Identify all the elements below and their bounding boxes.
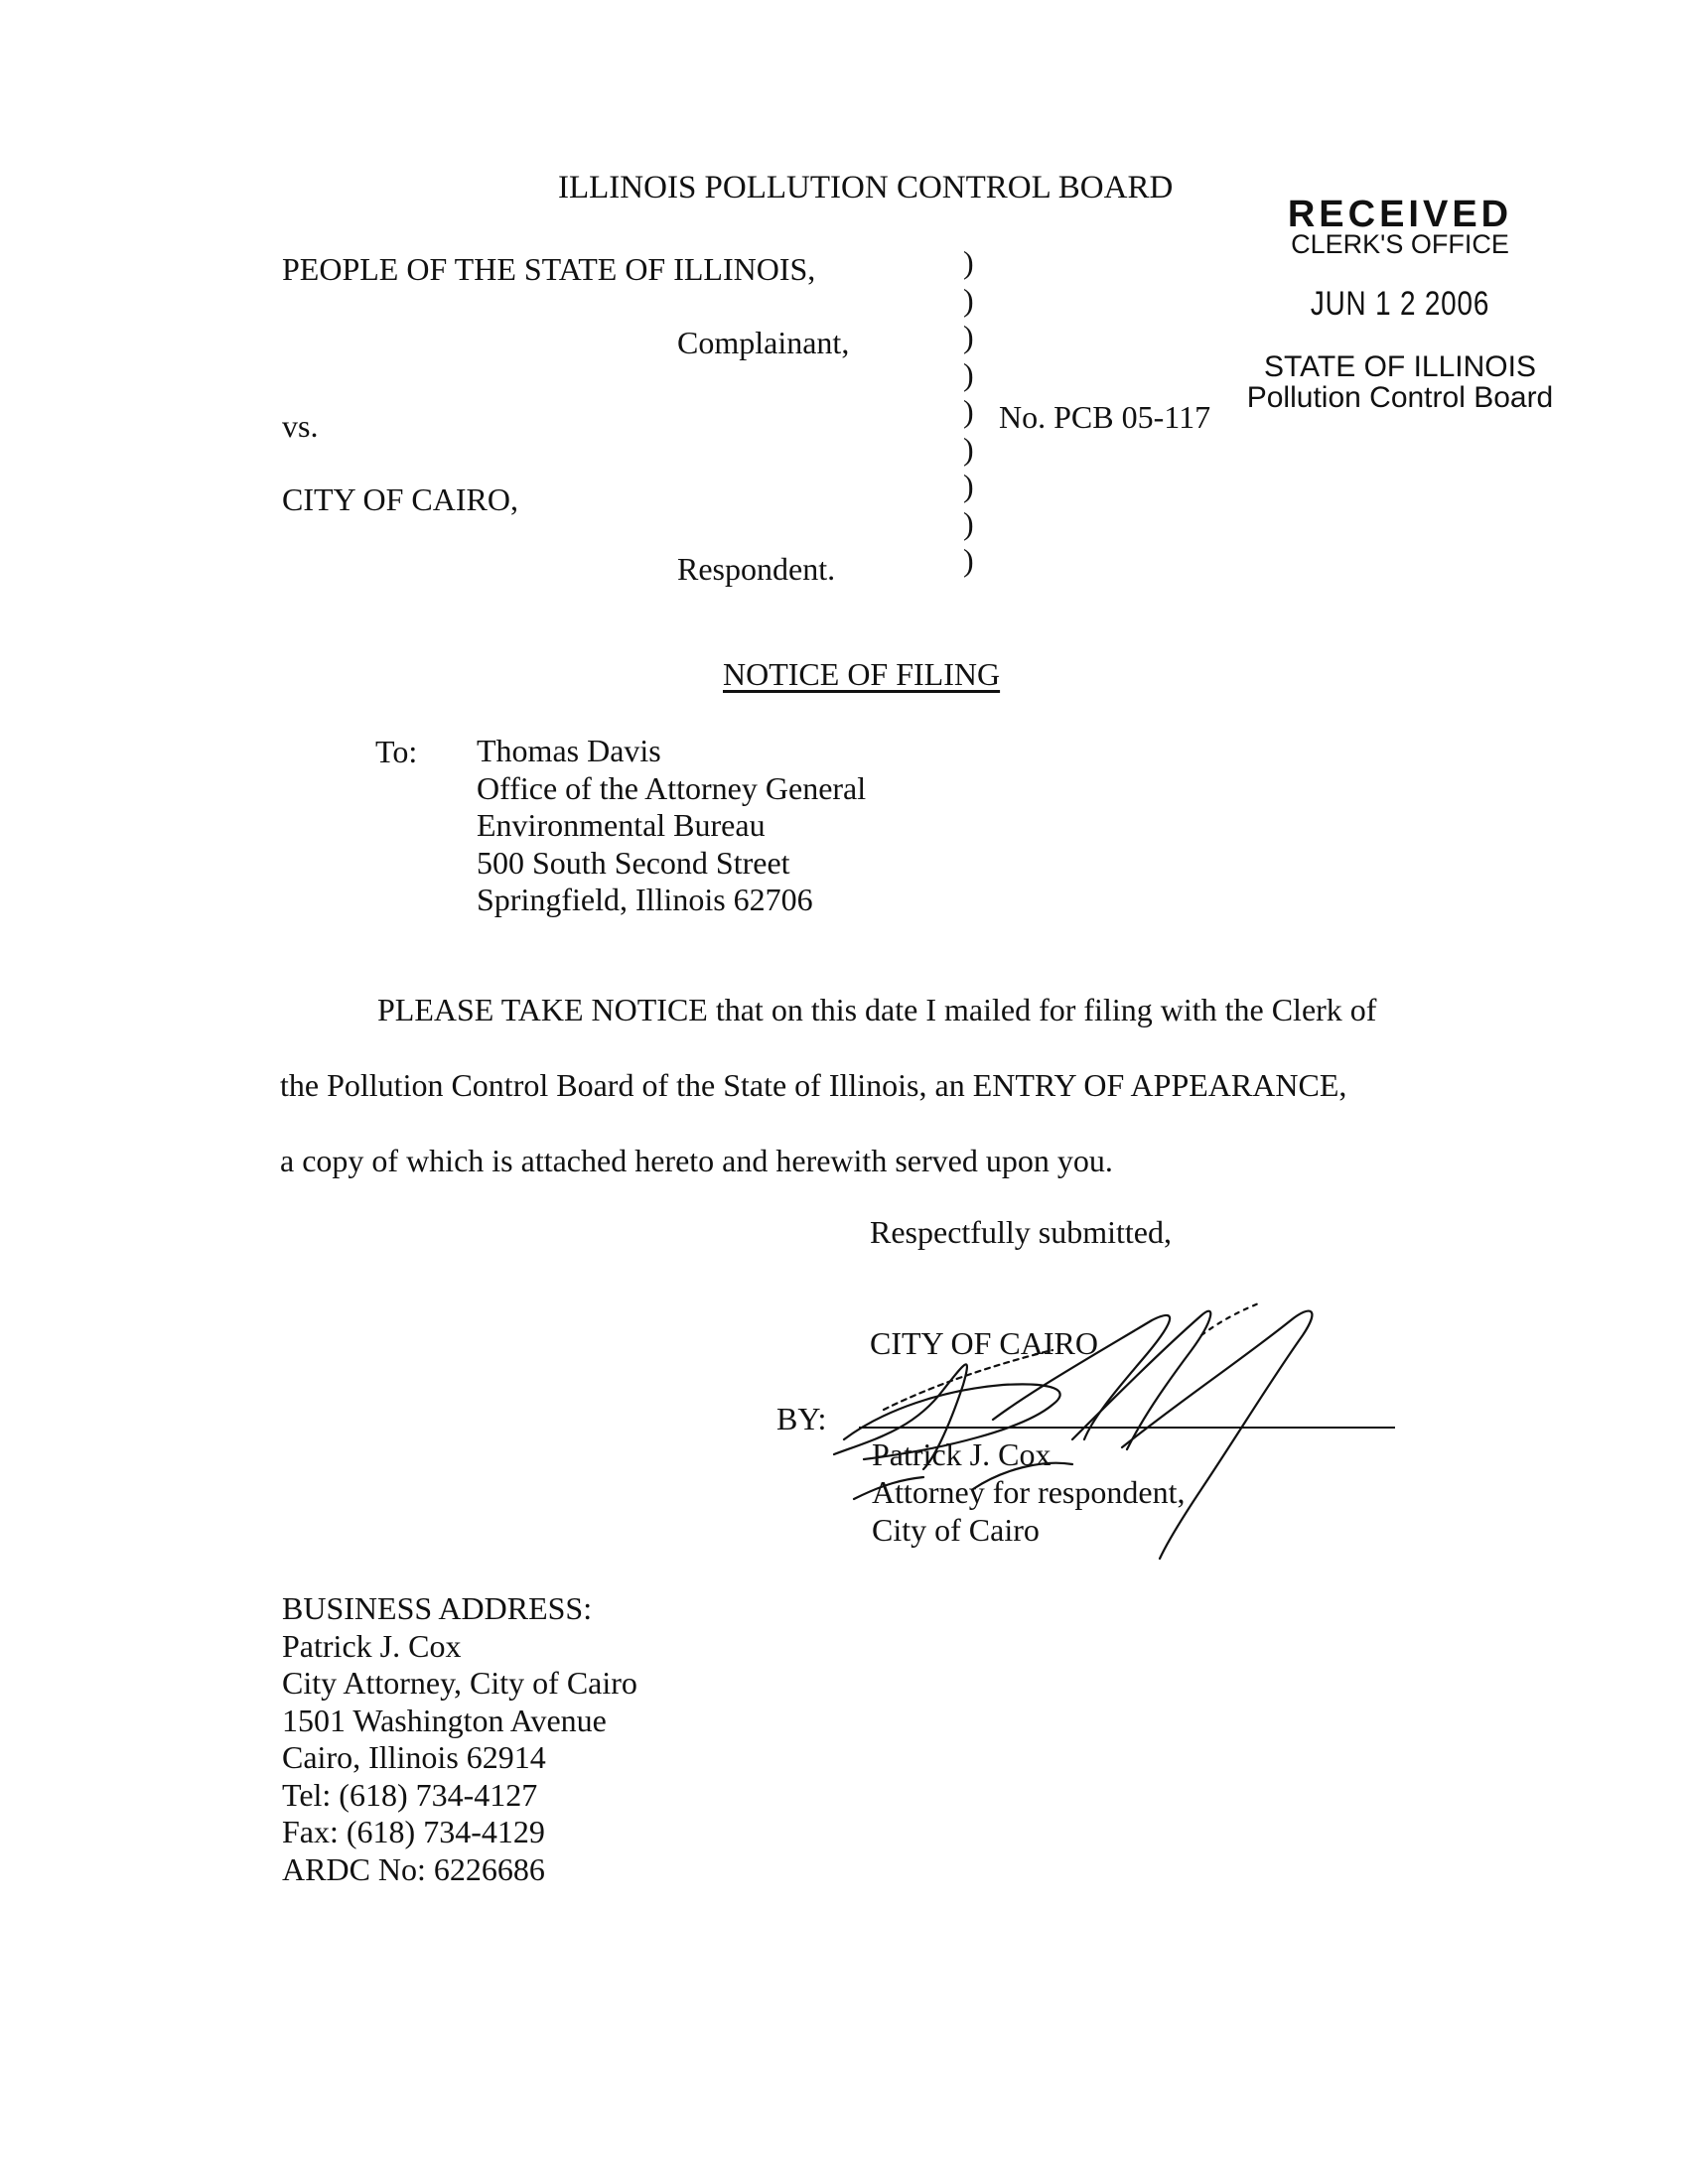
complainant-label: Complainant, — [677, 325, 850, 360]
business-address-line: ARDC No: 6226686 — [282, 1850, 545, 1887]
paren: ) — [963, 542, 974, 578]
business-address-line: 1501 Washington Avenue — [282, 1702, 607, 1738]
business-address-line: Patrick J. Cox — [282, 1627, 462, 1664]
paren: ) — [963, 355, 974, 392]
respectfully-submitted: Respectfully submitted, — [870, 1214, 1172, 1250]
recipient-line: 500 South Second Street — [477, 844, 790, 881]
signature-line — [859, 1427, 1395, 1429]
recipient-line: Office of the Attorney General — [477, 769, 867, 806]
stamp-received: RECEIVED — [1287, 194, 1513, 235]
business-address-line: Tel: (618) 734-4127 — [282, 1776, 538, 1813]
recipient-line: Springfield, Illinois 62706 — [477, 882, 813, 917]
plaintiff-name: PEOPLE OF THE STATE OF ILLINOIS, — [282, 251, 816, 287]
notice-body-line: a copy of which is attached hereto and herewith served upon you. — [280, 1143, 1113, 1178]
paren: ) — [963, 430, 974, 467]
business-address-line: City Attorney, City of Cairo — [282, 1665, 637, 1701]
recipient-line: Environmental Bureau — [477, 807, 766, 843]
stamp-date: JUN 1 2 2006 — [1310, 285, 1490, 323]
received-stamp — [1231, 195, 1569, 413]
notice-title: NOTICE OF FILING — [723, 656, 1001, 692]
business-address-line: Fax: (618) 734-4129 — [282, 1814, 545, 1849]
notice-body-line: PLEASE TAKE NOTICE that on this date I mailed for filing with the Clerk of — [377, 992, 1377, 1027]
recipient-line: Thomas Davis — [477, 733, 661, 768]
stamp-clerks-office: CLERK'S OFFICE — [1291, 229, 1509, 259]
business-address-line: Cairo, Illinois 62914 — [282, 1739, 546, 1775]
paren: ) — [963, 244, 974, 280]
signer-org: City of Cairo — [872, 1512, 1040, 1548]
notice-body-line: the Pollution Control Board of the State of Illinois, an ENTRY OF APPEARANCE, — [280, 1067, 1347, 1103]
to-label: To: — [375, 734, 418, 769]
stamp-board: Pollution Control Board — [1246, 381, 1554, 414]
paren: ) — [963, 504, 974, 541]
stamp-state: STATE OF ILLINOIS — [1264, 350, 1536, 383]
paren: ) — [963, 281, 974, 318]
signer-name: Patrick J. Cox — [872, 1436, 1052, 1472]
respondent-name: CITY OF CAIRO, — [282, 481, 518, 517]
recipient-address — [477, 733, 866, 919]
paren: ) — [963, 393, 974, 429]
business-address-heading: BUSINESS ADDRESS: — [282, 1590, 593, 1626]
business-address — [282, 1590, 637, 1888]
paren: ) — [963, 319, 974, 354]
by-label: BY: — [776, 1401, 827, 1436]
signing-entity: CITY OF CAIRO — [870, 1325, 1098, 1361]
paren: ) — [963, 468, 974, 503]
case-number: No. PCB 05-117 — [999, 399, 1211, 435]
versus-label: vs. — [282, 408, 319, 444]
signer-role: Attorney for respondent, — [872, 1474, 1186, 1510]
respondent-label: Respondent. — [677, 551, 836, 587]
board-title: ILLINOIS POLLUTION CONTROL BOARD — [558, 170, 1174, 205]
caption-brackets — [963, 244, 993, 580]
